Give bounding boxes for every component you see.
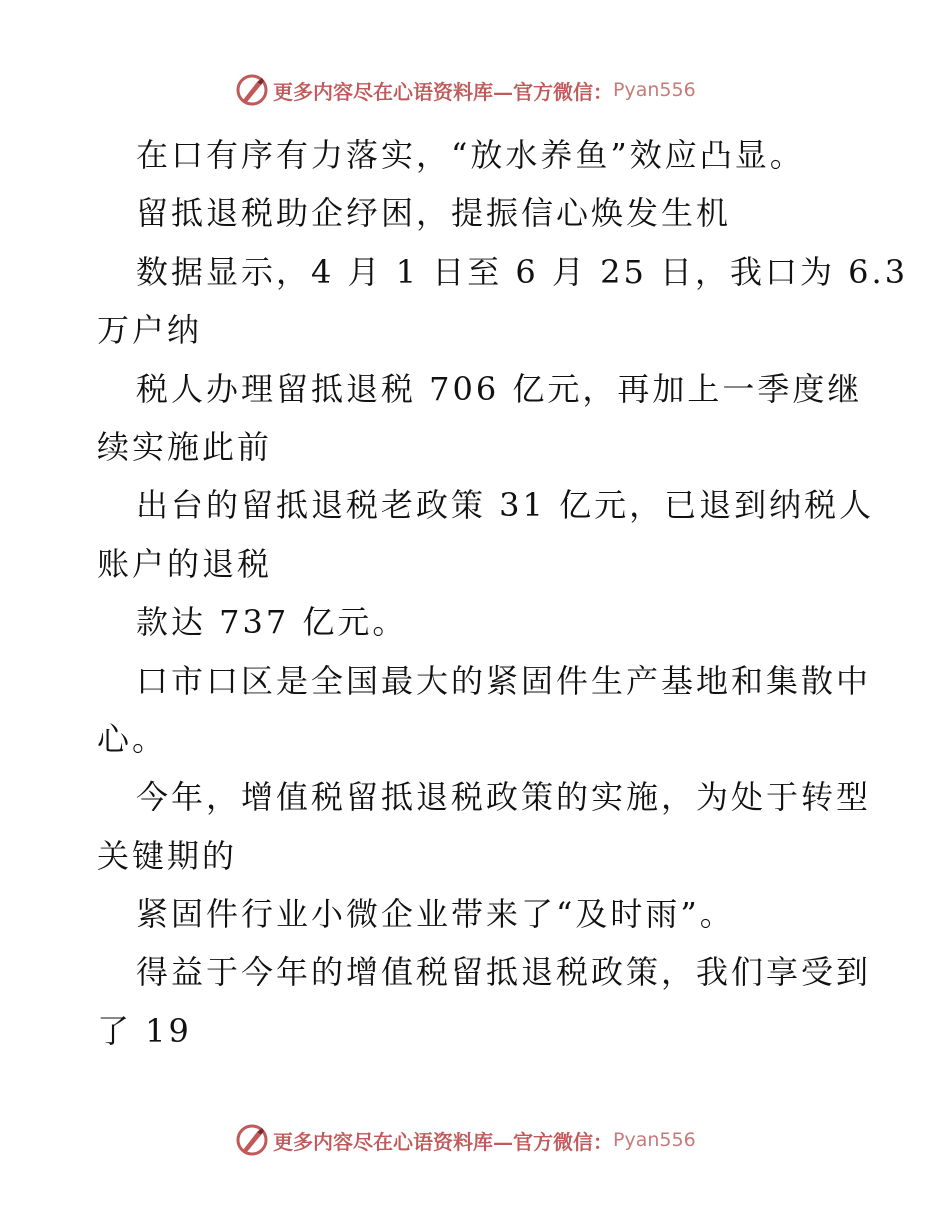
text-line: 税人办理留抵退税 706 亿元，再加上一季度继	[136, 369, 863, 408]
text-line: 紧固件行业小微企业带来了“及时雨”。	[136, 895, 735, 934]
text-line: 心。	[97, 719, 168, 758]
text-line: 得益于今年的增值税留抵退税政策，我们享受到	[136, 953, 872, 992]
text-line: 续实施此前	[97, 427, 273, 466]
watermark-wechat-id: Pyan556	[613, 1129, 696, 1151]
text-line: 在口有序有力落实，“放水养鱼”效应凸显。	[136, 136, 805, 174]
document-body	[97, 126, 909, 1060]
footer-watermark	[235, 1122, 696, 1158]
pen-logo-icon	[235, 1123, 269, 1157]
text-line: 关键期的	[97, 836, 238, 875]
text-line: 了 19	[97, 1011, 192, 1050]
text-line: 账户的退税	[97, 544, 273, 583]
text-line: 万户纳	[97, 311, 203, 350]
watermark-text: 更多内容尽在心语资料库—官方微信：	[273, 1129, 613, 1154]
text-line: 留抵退税助企纾困，提振信心焕发生机	[136, 194, 732, 233]
header-watermark	[235, 72, 696, 108]
text-line: 出台的留抵退税老政策 31 亿元，已退到纳税人	[136, 486, 875, 525]
text-line: 款达 737 亿元。	[136, 603, 408, 642]
watermark-text: 更多内容尽在心语资料库—官方微信：	[273, 79, 613, 104]
pen-logo-icon	[235, 73, 269, 107]
text-line: 今年，增值税留抵退税政策的实施，为处于转型	[136, 778, 872, 817]
text-line: 数据显示，4 月 1 日至 6 月 25 日，我口为 6.3	[136, 252, 909, 291]
text-line: 口市口区是全国最大的紧固件生产基地和集散中	[136, 661, 872, 700]
watermark-wechat-id: Pyan556	[613, 79, 696, 101]
